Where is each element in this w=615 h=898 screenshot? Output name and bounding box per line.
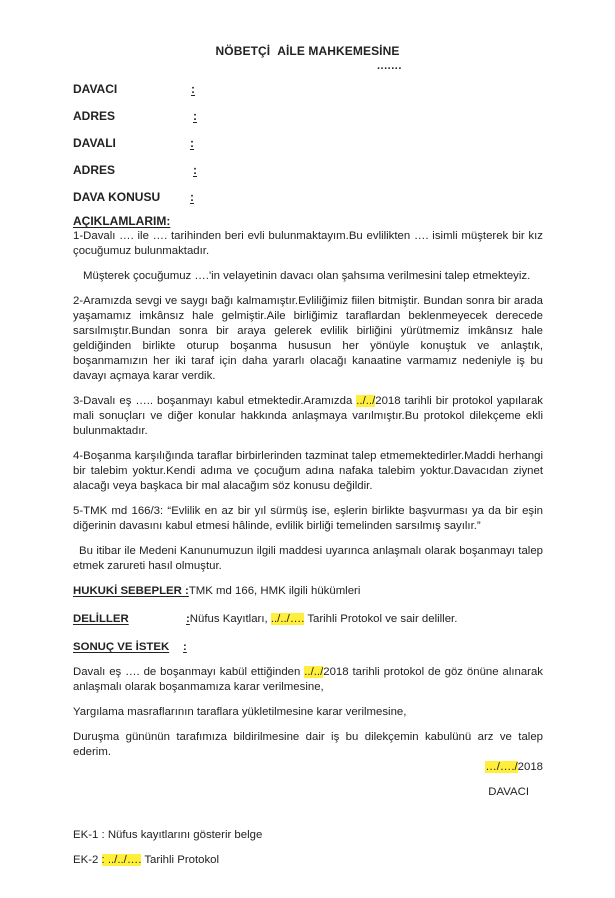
highlighted-date: : ../../…. <box>101 854 142 866</box>
highlighted-date: …/…./ <box>485 761 518 773</box>
field-dava-konusu: DAVA KONUSU : <box>73 190 194 204</box>
paragraph-3: 3-Davalı eş ….. boşanmayı kabul etmektedir.Aramızda ../../2018 tarihli bir protokol yapılarak mali sonuçları ve diğer konular hakkında anlaşmaya varılmıştır.Bu protokol dilekçeme ekli bulunmaktadır. <box>73 395 543 437</box>
paragraph-6: Bu itibar ile Medeni Kanunumuzun ilgili maddesi uyarınca anlaşmalı olarak boşanmayı talep etmek zarureti hasıl olmuştur. <box>73 545 543 572</box>
explanations-heading: AÇIKLAMLARIM: <box>73 214 171 228</box>
field-davaci: DAVACI : <box>73 82 195 96</box>
paragraph-4: 4-Boşanma karşılığında taraflar birbirlerinden tazminat talep etmemektedirler.Maddi herhangi bir talebim yoktur.Kendi adıma ve çocuğum adına nafaka talebim yoktur.Davacıdan ziynet alacağı veya başkaca bir mal alacağım söz konusu değildir. <box>73 450 543 492</box>
document-title <box>0 44 615 58</box>
signer: DAVACI <box>488 786 529 798</box>
attachment-2: EK-2 : ../../…. Tarihli Protokol <box>73 854 220 866</box>
highlighted-date: ../../ <box>304 666 324 678</box>
legal-grounds: HUKUKİ SEBEPLER :TMK md 166, HMK ilgili hükümleri <box>73 585 361 597</box>
field-adres-1: ADRES : <box>73 109 197 123</box>
result-paragraph-1: Davalı eş …. de boşanmayı kabül ettiğinden ../../2018 tarihli protokol de göz önüne alınarak anlaşmalı olarak boşanmamıza karar verilmesine, <box>73 666 544 693</box>
title-part-2: AİLE MAHKEMESİNE <box>277 44 400 58</box>
attachment-1: EK-1 : Nüfus kayıtlarını gösterir belge <box>73 829 263 841</box>
court-placeholder: ....... <box>377 60 402 72</box>
highlighted-date: ../../ <box>356 395 376 407</box>
result-paragraph-3: Duruşma gününün tarafımıza bildirilmesine dair iş bu dilekçemin kabulünü arz ve talep ederim. <box>73 731 543 758</box>
field-davali: DAVALI : <box>73 136 194 150</box>
paragraph-2: 2-Aramızda sevgi ve saygı bağı kalmamıştır.Evliliğimiz fiilen bitmiştir. Bundan sonra bir arada yaşamamız imkânsız hale gelmiştir.Aile birliğimiz taraflardan beklenmeyecek derecede sarsılmıştır.Bundan sonra bir araya gelerek evlilik birliğini yürütmemiz imkânsız hale geldiğinden birlikte oturup boşanma hususun her yönüyle konuştuk ve anlaştık, boşanmamızın her iki taraf için daha yararlı olacağı kanaatine varmamız nedeniyle iş bu davayı açmaya karar verdik. <box>73 295 543 382</box>
highlighted-date: ../../…. <box>270 613 305 625</box>
legal-grounds-heading: HUKUKİ SEBEPLER : <box>73 585 189 597</box>
evidence: DELİLLER :Nüfus Kayıtları, ../../…. Tarihli Protokol ve sair deliller. <box>73 613 458 625</box>
paragraph-1b: Müşterek çocuğumuz ….'in velayetinin davacı olan şahsıma verilmesini talep etmekteyiz. <box>83 270 531 282</box>
result-heading: SONUÇ VE İSTEK : <box>73 641 187 653</box>
paragraph-5: 5-TMK md 166/3: “Evlilik en az bir yıl sürmüş ise, eşlerin birlikte başvurması ya da bir eşin diğerinin davasını kabul etmesi hâlinde, evlilik birliği temelinden sarsılmış sayılır.” <box>73 505 543 532</box>
paragraph-1: 1-Davalı …. ile …. tarihinden beri evli bulunmaktayım.Bu evlilikten …. isimli müşterek bir kız çocuğumuz bulunmaktadır. <box>73 230 543 257</box>
result-paragraph-2: Yargılama masraflarının taraflara yükletilmesine karar verilmesine, <box>73 706 407 718</box>
field-adres-2: ADRES : <box>73 163 197 177</box>
signature-date: …/…./2018 <box>485 761 543 773</box>
evidence-heading: DELİLLER <box>73 613 129 625</box>
title-part-1: NÖBETÇİ <box>215 44 271 58</box>
